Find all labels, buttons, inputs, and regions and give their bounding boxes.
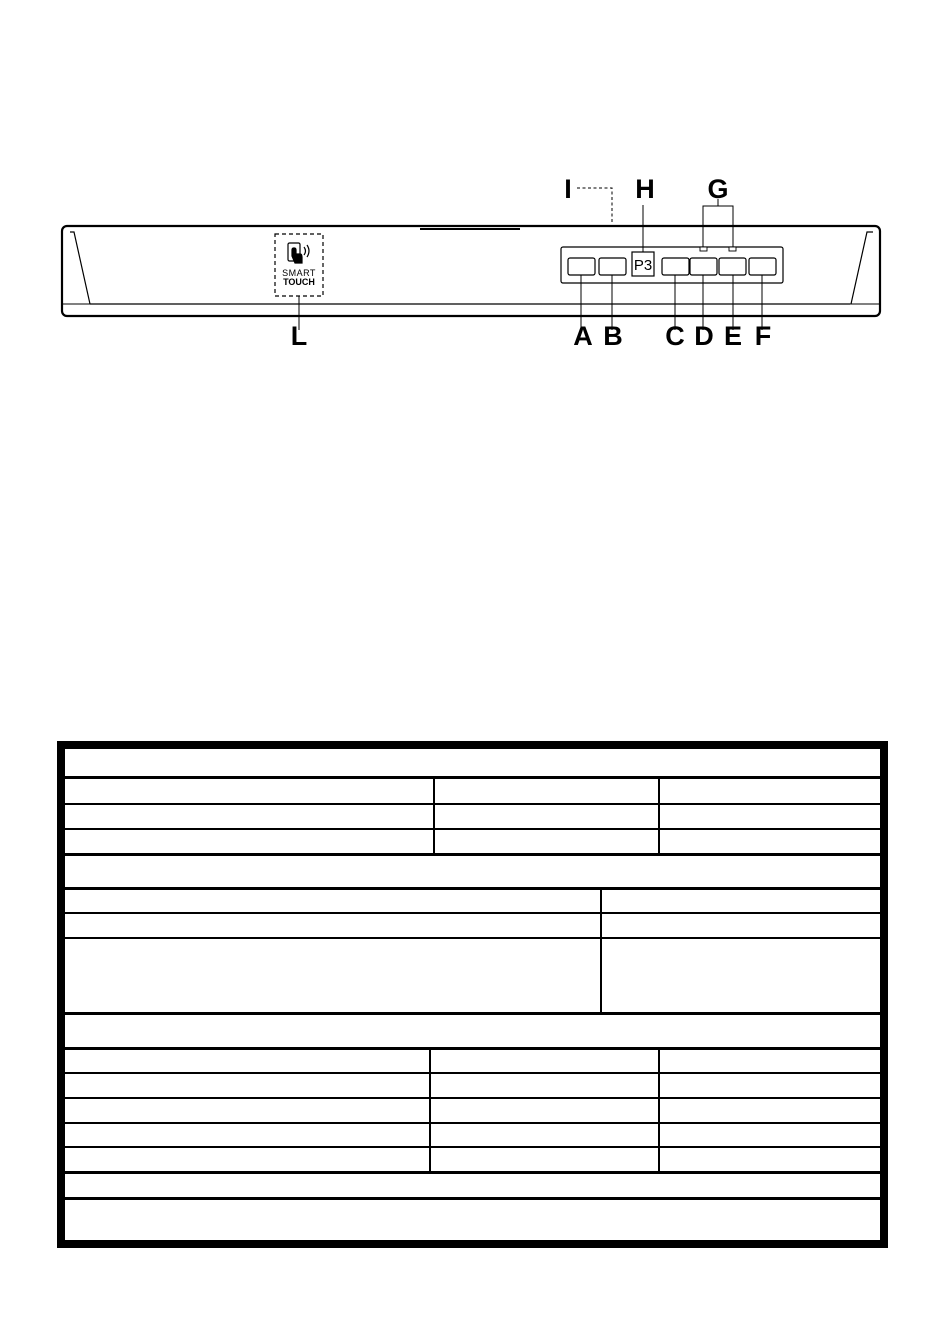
table-rule (65, 887, 880, 890)
table-rule (65, 1097, 880, 1099)
button-f[interactable] (749, 258, 776, 275)
callout-e: E (723, 321, 743, 351)
smart-touch-label-1: SMART (282, 268, 316, 278)
button-d[interactable] (690, 258, 717, 275)
button-b[interactable] (599, 258, 626, 275)
callout-i: I (564, 174, 572, 204)
table-rule (65, 1012, 880, 1015)
table-column-rule (600, 887, 602, 1013)
table-rule (65, 937, 880, 939)
callout-b: B (603, 321, 623, 351)
program-display-text: P3 (633, 257, 653, 274)
table-column-rule (658, 1047, 660, 1173)
callout-d: D (694, 321, 714, 351)
table-column-rule (433, 776, 435, 856)
callout-h: H (635, 174, 655, 204)
indicator-light-1 (700, 247, 707, 251)
table-rule (65, 1197, 880, 1200)
indicator-light-2 (729, 247, 736, 251)
nfc-phone-icon (288, 243, 309, 263)
button-a[interactable] (568, 258, 595, 275)
specification-table (57, 741, 888, 1248)
table-rule (65, 1047, 880, 1050)
button-e[interactable] (719, 258, 746, 275)
callout-f: F (754, 321, 772, 351)
callout-l: L (290, 321, 308, 351)
table-column-rule (658, 776, 660, 856)
callout-g: G (707, 174, 729, 204)
button-c[interactable] (662, 258, 689, 275)
callout-a: A (573, 321, 593, 351)
table-rule (65, 1122, 880, 1124)
table-rule (65, 1072, 880, 1074)
table-rule (65, 912, 880, 914)
smart-touch-area[interactable] (275, 234, 323, 296)
table-rule (65, 1146, 880, 1148)
table-rule (65, 828, 880, 830)
table-rule (65, 776, 880, 779)
table-rule (65, 803, 880, 805)
smart-touch-label-2: TOUCH (283, 277, 315, 287)
table-rule (65, 1171, 880, 1174)
table-rule (65, 853, 880, 856)
table-column-rule (429, 1047, 431, 1173)
callout-c: C (665, 321, 685, 351)
